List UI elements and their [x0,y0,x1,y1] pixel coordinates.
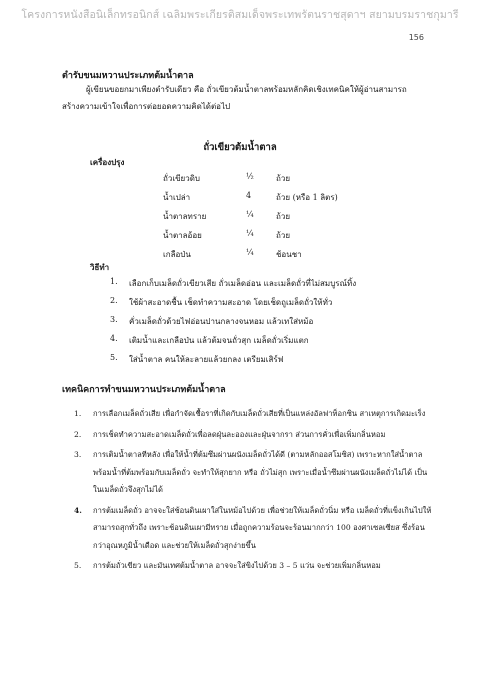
ingredient-qty: ¼ [246,229,254,238]
page-number: 156 [408,33,424,42]
intro-paragraph [62,81,424,115]
method-heading: วิธีทำ [90,262,110,272]
ingredient-name: น้ำตาลทราย [163,212,207,221]
technique-text: การเช็ดทำความสะอาดเมล็ดถั่วเพื่อลดฝุ่นละอองและฝุ่นจากรา ส่วนการคั่วเพื่อเพิ่มกลิ่นหอม [93,429,386,439]
technique-list [74,405,434,578]
ingredient-unit: ถ้วย [276,174,291,183]
ingredient-name: ถั่วเขียวดิบ [163,174,200,183]
technique-text: การเลือกเมล็ดถั่วเสีย เพื่อกำจัดเชื้อราที่เกิดกับเมล็ดถั่วเสียที่เป็นแหล่งอัลฟาท็อกซิน สาเหตุการเกิดมะเร็ง [93,409,426,418]
step-number: 2. [110,296,118,305]
step-number: 4. [110,334,118,343]
technique-text: การเติมน้ำตาลทีหลัง เพื่อให้น้ำที่ต้มซึมผ่านผนังเมล็ดถั่วได้ดี (ตามหลักออสโมซิส) เพราะหากใส่น้ำตาลพร้อมน้ำที่ต้มพร้อมกับเมล็ดถั่ว จะทำให้สุกยาก หรือ ถั่วไม่สุก เพราะเมื่อน้ำซึมผ่านผนังเมล็ดถั่วไม่ได้ เป็นในเมล็ดถั่วจึงสุกไม่ได้ [93,450,428,494]
step-text: คั่วเมล็ดถั่วด้วยไฟอ่อนปานกลางจนหอม แล้วเทใส่หม้อ [129,317,314,326]
recipe-title: ถั่วเขียวต้มน้ำตาล [203,142,277,153]
step-text: ใส่น้ำตาล คนให้ละลายแล้วยกลง เตรียมเสิร์ฟ [129,355,284,364]
ingredient-unit: ถ้วย [276,212,291,221]
ingredient-qty: ¼ [246,248,254,257]
ingredient-unit: ถ้วย [276,231,291,240]
technique-text: การต้มเมล็ดถั่ว อาจจะใส่ช้อนดินเผาใส่ในหม้อไปด้วย เพื่อช่วยให้เมล็ดถั่วนิ่ม หรือ เมล็ดถั่วที่แข็งเกินไปให้สามารถสุกทั่วถึง เพราะช้อนดินเผามีทราย เมื่อถูกความร้อนจะร้อนมากกว่า 100 องศาเซลเซียส ซึ่งร้อนกว่าอุณหภูมิน้ำเดือด และช่วยให้เมล็ดถั่วสุกง่ายขึ้น [93,505,432,550]
technique-number: 3. [74,450,82,459]
running-header: โครงการหนังสือนิเล็กทรอนิกส์ เฉลิมพระเกียรติสมเด็จพระเทพรัตนราชสุดาฯ สยามบรมราชกุมารี [21,9,459,21]
step-number: 1. [110,277,118,286]
ingredient-qty: ½ [246,172,254,181]
technique-item [74,426,434,444]
ingredient-qty: 4 [246,191,252,200]
ingredients-heading: เครื่องปรุง [90,157,125,167]
technique-item [74,446,434,499]
section-title-techniques: เทคนิคการทำขนมหวานประเภทต้มน้ำตาล [62,385,226,395]
ingredient-unit: ช้อนชา [276,250,302,259]
step-text: เติมน้ำและเกลือป่น แล้วต้มจนถั่วสุก เมล็ดถั่วเริ่มแตก [129,336,309,345]
ingredient-name: น้ำเปล่า [163,193,191,202]
step-text: ใช้ผ้าสะอาดชื้น เช็ดทำความสะอาด โดยเช็ดถูเมล็ดถั่วให้ทั่ว [129,298,333,307]
step-number: 5. [110,353,118,362]
technique-item [74,405,434,423]
step-number: 3. [110,315,118,324]
technique-number: 2. [74,429,82,439]
ingredient-qty: ¼ [246,210,254,219]
ingredient-unit: ถ้วย (หรือ 1 ลิตร) [276,193,338,202]
technique-number: 1. [74,409,82,418]
technique-item [74,557,434,575]
intro-paragraph-text: ผู้เขียนขอยกมาเพียงตำรับเดียว คือ ถั่วเขียวต้มน้ำตาลพร้อมหลักคิดเชิงเทคนิคให้ผู้อ่านสามารถสร้างความเข้าใจเพื่อการต่อยอดความคิดได้ต่อไป [62,85,407,111]
technique-number: 5. [74,561,82,570]
step-text: เลือกเก็บเมล็ดถั่วเขียวเสีย ถั่วเมล็ดอ่อน และเมล็ดถั่วที่ไม่สมบูรณ์ทิ้ง [129,279,357,288]
technique-number: 4. [74,505,82,515]
technique-text: การต้มถั่วเขียว และมันเทศต้มน้ำตาล อาจจะใส่ขิงไปด้วย 3 – 5 แว่น จะช่วยเพิ่มกลิ่นหอม [93,561,381,570]
section-title-recipes: ตำรับขนมหวานประเภทต้มน้ำตาล [62,71,194,81]
ingredient-name: น้ำตาลอ้อย [163,231,202,240]
ingredient-name: เกลือป่น [163,250,191,259]
technique-item [74,502,434,555]
